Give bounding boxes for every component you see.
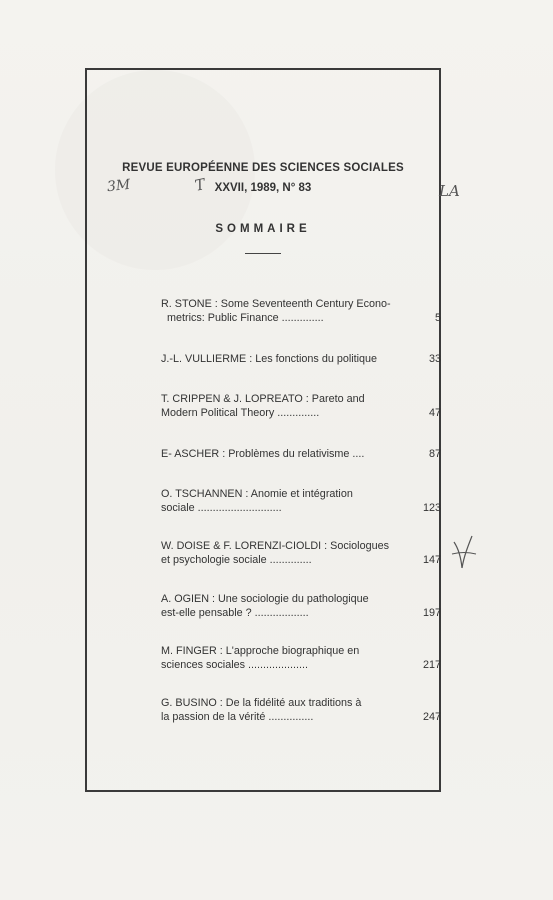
toc-entry-line2: est-elle pensable ? .................. [161, 607, 309, 619]
toc-entry-text: E- ASCHER : Problèmes du relativisme .... [161, 448, 365, 460]
toc-entry [161, 592, 441, 620]
toc-page-number: 123 [422, 502, 441, 514]
toc-page-number: 197 [422, 607, 441, 619]
toc-entry-line2: et psychologie sociale .............. [161, 554, 312, 566]
handwritten-mark-right: LA [439, 182, 460, 200]
journal-issue: XXVII, 1989, N° 83 [214, 182, 312, 194]
section-title: SOMMAIRE [215, 223, 311, 235]
toc-page-number: 33 [428, 353, 441, 365]
toc-entry-line1: G. BUSINO : De la fidélité aux traditions à [161, 697, 362, 709]
toc-entry [161, 644, 441, 672]
toc-entry [161, 352, 441, 366]
toc-entry-line1 [161, 447, 417, 461]
toc-entry-line1: A. OGIEN : Une sociologie du pathologique [161, 593, 369, 605]
toc-entry [161, 392, 441, 420]
toc-page-number: 47 [428, 407, 441, 419]
handwritten-mark-left: 3M [106, 176, 132, 196]
toc-entry-line2: metrics: Public Finance .............. [167, 312, 324, 324]
toc-page-number: 147 [422, 554, 441, 566]
handwritten-mark-middle: T [193, 175, 207, 195]
table-of-contents [161, 297, 441, 724]
toc-entry-line2: sciences sociales .................... [161, 659, 309, 671]
journal-title: REVUE EUROPÉENNE DES SCIENCES SOCIALES [122, 162, 404, 174]
toc-entry [161, 447, 441, 461]
toc-entry-line2: sociale ............................ [161, 502, 282, 514]
toc-entry-text: J.-L. VULLIERME : Les fonctions du politique [161, 353, 378, 365]
title-underline [245, 253, 281, 254]
toc-page-number: 5 [434, 312, 441, 324]
toc-entry-line1: O. TSCHANNEN : Anomie et intégration [161, 488, 353, 500]
toc-page-number: 217 [422, 659, 441, 671]
toc-entry-line1: R. STONE : Some Seventeenth Century Econo- [161, 298, 391, 310]
toc-entry [161, 696, 441, 724]
contents-frame [85, 68, 460, 792]
toc-page-number: 87 [428, 448, 441, 460]
handwritten-check-mark [448, 532, 478, 572]
toc-entry [161, 487, 441, 515]
toc-entry-line1: T. CRIPPEN & J. LOPREATO : Pareto and [161, 393, 365, 405]
toc-entry [161, 539, 441, 567]
toc-entry-line1: M. FINGER : L'approche biographique en [161, 645, 360, 657]
toc-entry [161, 297, 441, 325]
toc-entry-line1: W. DOISE & F. LORENZI-CIOLDI : Sociologues [161, 540, 389, 552]
toc-entry-line1 [161, 352, 417, 366]
toc-entry-line2: Modern Political Theory .............. [161, 407, 320, 419]
toc-page-number: 247 [422, 711, 441, 723]
toc-entry-line2: la passion de la vérité ............... [161, 711, 314, 723]
